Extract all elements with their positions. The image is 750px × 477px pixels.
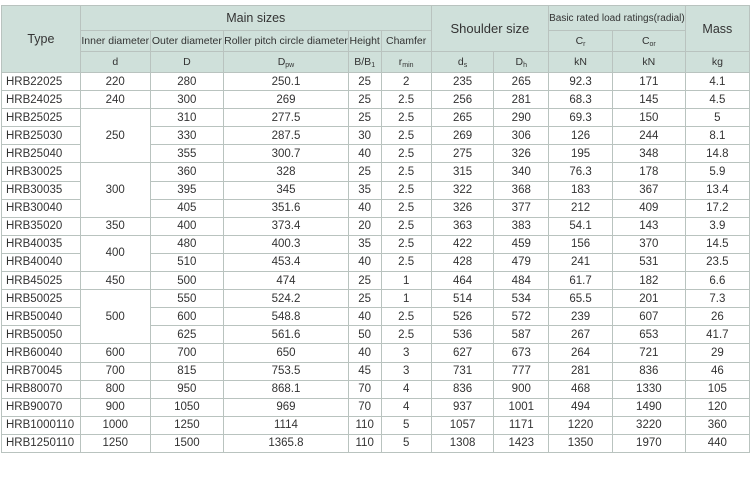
- cell-inner-diameter: 400: [80, 235, 150, 271]
- cell-cr: 264: [549, 344, 613, 362]
- cell-type: HRB25025: [2, 109, 81, 127]
- unit-D: D: [150, 52, 223, 73]
- cell-chamfer: 5: [381, 434, 431, 452]
- cell-outer-diameter: 400: [150, 217, 223, 235]
- cell-cor: 1330: [612, 380, 685, 398]
- cell-height: 70: [348, 380, 381, 398]
- table-header: [2, 6, 750, 73]
- cell-pitch-diameter: 277.5: [224, 109, 349, 127]
- cell-dh: 459: [494, 235, 549, 253]
- cell-chamfer: 2.5: [381, 217, 431, 235]
- cell-height: 40: [348, 344, 381, 362]
- cell-outer-diameter: 395: [150, 181, 223, 199]
- cell-chamfer: 5: [381, 416, 431, 434]
- cell-ds: 422: [431, 235, 494, 253]
- table-row: [2, 91, 750, 109]
- cell-dh: 900: [494, 380, 549, 398]
- cell-dh: 281: [494, 91, 549, 109]
- cell-ds: 326: [431, 199, 494, 217]
- cell-cr: 92.3: [549, 73, 613, 91]
- header-type: Type: [2, 6, 81, 73]
- table-row: [2, 290, 750, 308]
- cell-cr: 126: [549, 127, 613, 145]
- cell-ds: 937: [431, 398, 494, 416]
- cell-pitch-diameter: 868.1: [224, 380, 349, 398]
- header-outer-diameter: Outer diameter: [150, 31, 223, 52]
- cell-cor: 201: [612, 290, 685, 308]
- cell-pitch-diameter: 453.4: [224, 253, 349, 271]
- cell-cor: 531: [612, 253, 685, 271]
- cell-cr: 54.1: [549, 217, 613, 235]
- cell-chamfer: 2.5: [381, 326, 431, 344]
- cell-outer-diameter: 500: [150, 272, 223, 290]
- cell-inner-diameter: 800: [80, 380, 150, 398]
- cell-ds: 627: [431, 344, 494, 362]
- cell-type: HRB25030: [2, 127, 81, 145]
- cell-ds: 363: [431, 217, 494, 235]
- cell-dh: 326: [494, 145, 549, 163]
- cell-mass: 4.5: [685, 91, 749, 109]
- cell-height: 25: [348, 109, 381, 127]
- cell-dh: 479: [494, 253, 549, 271]
- cell-type: HRB60040: [2, 344, 81, 362]
- cell-outer-diameter: 510: [150, 253, 223, 271]
- cell-height: 25: [348, 91, 381, 109]
- cell-cor: 244: [612, 127, 685, 145]
- cell-pitch-diameter: 269: [224, 91, 349, 109]
- cell-cor: 370: [612, 235, 685, 253]
- cell-ds: 235: [431, 73, 494, 91]
- cell-type: HRB50025: [2, 290, 81, 308]
- unit-d: d: [80, 52, 150, 73]
- table-row: [2, 109, 750, 127]
- cell-pitch-diameter: 969: [224, 398, 349, 416]
- cell-type: HRB50050: [2, 326, 81, 344]
- cell-type: HRB70045: [2, 362, 81, 380]
- cell-cor: 836: [612, 362, 685, 380]
- cell-cor: 145: [612, 91, 685, 109]
- cell-outer-diameter: 600: [150, 308, 223, 326]
- cell-cr: 68.3: [549, 91, 613, 109]
- cell-ds: 269: [431, 127, 494, 145]
- cell-height: 25: [348, 290, 381, 308]
- cell-pitch-diameter: 650: [224, 344, 349, 362]
- cell-type: HRB50040: [2, 308, 81, 326]
- cell-cr: 239: [549, 308, 613, 326]
- cell-cr: 69.3: [549, 109, 613, 127]
- table-row: [2, 344, 750, 362]
- cell-cr: 1220: [549, 416, 613, 434]
- cell-chamfer: 2.5: [381, 199, 431, 217]
- cell-cor: 607: [612, 308, 685, 326]
- cell-ds: 731: [431, 362, 494, 380]
- cell-ds: 464: [431, 272, 494, 290]
- cell-height: 40: [348, 253, 381, 271]
- cell-height: 25: [348, 73, 381, 91]
- cell-dh: 290: [494, 109, 549, 127]
- cell-mass: 105: [685, 380, 749, 398]
- header-shoulder-size: Shoulder size: [431, 6, 548, 52]
- cell-height: 40: [348, 199, 381, 217]
- cell-cr: 195: [549, 145, 613, 163]
- cell-chamfer: 3: [381, 344, 431, 362]
- header-mass: Mass: [685, 6, 749, 52]
- unit-kn-cr: kN: [549, 52, 613, 73]
- cell-type: HRB90070: [2, 398, 81, 416]
- cell-inner-diameter: 240: [80, 91, 150, 109]
- unit-kn-cor: kN: [612, 52, 685, 73]
- cell-ds: 514: [431, 290, 494, 308]
- cell-dh: 383: [494, 217, 549, 235]
- cell-ds: 275: [431, 145, 494, 163]
- cell-ds: 526: [431, 308, 494, 326]
- cell-inner-diameter: 1000: [80, 416, 150, 434]
- cell-height: 30: [348, 127, 381, 145]
- cell-outer-diameter: 480: [150, 235, 223, 253]
- cell-dh: 340: [494, 163, 549, 181]
- cell-outer-diameter: 550: [150, 290, 223, 308]
- cell-inner-diameter: 300: [80, 163, 150, 217]
- cell-cor: 653: [612, 326, 685, 344]
- cell-height: 50: [348, 326, 381, 344]
- cell-outer-diameter: 355: [150, 145, 223, 163]
- cell-type: HRB1250110: [2, 434, 81, 452]
- cell-cor: 171: [612, 73, 685, 91]
- cell-outer-diameter: 1050: [150, 398, 223, 416]
- cell-dh: 484: [494, 272, 549, 290]
- cell-mass: 120: [685, 398, 749, 416]
- cell-pitch-diameter: 1365.8: [224, 434, 349, 452]
- cell-dh: 777: [494, 362, 549, 380]
- cell-ds: 322: [431, 181, 494, 199]
- cell-height: 70: [348, 398, 381, 416]
- cell-inner-diameter: 500: [80, 290, 150, 344]
- cell-height: 40: [348, 308, 381, 326]
- cell-type: HRB25040: [2, 145, 81, 163]
- cell-height: 40: [348, 145, 381, 163]
- cell-chamfer: 2.5: [381, 109, 431, 127]
- cell-cr: 65.5: [549, 290, 613, 308]
- cell-cor: 1970: [612, 434, 685, 452]
- cell-mass: 41.7: [685, 326, 749, 344]
- cell-cr: 281: [549, 362, 613, 380]
- unit-bb1: $B/B_1$: [348, 52, 381, 73]
- cell-chamfer: 1: [381, 290, 431, 308]
- cell-dh: 368: [494, 181, 549, 199]
- cell-outer-diameter: 280: [150, 73, 223, 91]
- cell-pitch-diameter: 287.5: [224, 127, 349, 145]
- cell-cr: 1350: [549, 434, 613, 452]
- cell-mass: 3.9: [685, 217, 749, 235]
- cell-type: HRB45025: [2, 272, 81, 290]
- cell-pitch-diameter: 328: [224, 163, 349, 181]
- table-row: [2, 272, 750, 290]
- cell-dh: 572: [494, 308, 549, 326]
- cell-mass: 14.5: [685, 235, 749, 253]
- cell-chamfer: 2.5: [381, 145, 431, 163]
- cell-chamfer: 2.5: [381, 91, 431, 109]
- cell-ds: 428: [431, 253, 494, 271]
- table-row: [2, 398, 750, 416]
- cell-chamfer: 1: [381, 272, 431, 290]
- cell-dh: 1171: [494, 416, 549, 434]
- cell-dh: 306: [494, 127, 549, 145]
- cell-height: 35: [348, 235, 381, 253]
- header-chamfer: Chamfer: [381, 31, 431, 52]
- cell-chamfer: 2.5: [381, 235, 431, 253]
- cell-ds: 256: [431, 91, 494, 109]
- cell-pitch-diameter: 561.6: [224, 326, 349, 344]
- cell-chamfer: 2.5: [381, 127, 431, 145]
- cell-pitch-diameter: 753.5: [224, 362, 349, 380]
- header-height: Height: [348, 31, 381, 52]
- cell-height: 110: [348, 416, 381, 434]
- cell-mass: 8.1: [685, 127, 749, 145]
- cell-mass: 4.1: [685, 73, 749, 91]
- unit-dpw: $D_{pw}$: [224, 52, 349, 73]
- cell-mass: 26: [685, 308, 749, 326]
- cell-cor: 367: [612, 181, 685, 199]
- cell-mass: 23.5: [685, 253, 749, 271]
- cell-cor: 721: [612, 344, 685, 362]
- cell-outer-diameter: 815: [150, 362, 223, 380]
- cell-type: HRB30035: [2, 181, 81, 199]
- cell-pitch-diameter: 300.7: [224, 145, 349, 163]
- table-row: [2, 380, 750, 398]
- cell-inner-diameter: 450: [80, 272, 150, 290]
- header-pitch-circle: Roller pitch circle diameter: [224, 31, 349, 52]
- cell-outer-diameter: 405: [150, 199, 223, 217]
- cell-inner-diameter: 350: [80, 217, 150, 235]
- table-row: [2, 73, 750, 91]
- cell-mass: 29: [685, 344, 749, 362]
- cell-cr: 61.7: [549, 272, 613, 290]
- cell-type: HRB24025: [2, 91, 81, 109]
- cell-dh: 673: [494, 344, 549, 362]
- bearing-spec-table: [1, 5, 750, 453]
- cell-ds: 536: [431, 326, 494, 344]
- cell-dh: 1423: [494, 434, 549, 452]
- cell-height: 45: [348, 362, 381, 380]
- cell-ds: 265: [431, 109, 494, 127]
- cell-cr: 156: [549, 235, 613, 253]
- unit-rmin: $r_{min}$: [381, 52, 431, 73]
- cell-cor: 182: [612, 272, 685, 290]
- cell-mass: 6.6: [685, 272, 749, 290]
- cell-dh: 1001: [494, 398, 549, 416]
- cell-cr: 468: [549, 380, 613, 398]
- header-cr: $C_r$: [549, 31, 613, 52]
- cell-type: HRB1000110: [2, 416, 81, 434]
- cell-mass: 46: [685, 362, 749, 380]
- cell-outer-diameter: 360: [150, 163, 223, 181]
- cell-cor: 178: [612, 163, 685, 181]
- cell-type: HRB80070: [2, 380, 81, 398]
- cell-cor: 348: [612, 145, 685, 163]
- cell-outer-diameter: 1250: [150, 416, 223, 434]
- table-body: [2, 73, 750, 453]
- unit-ds: $d_s$: [431, 52, 494, 73]
- cell-pitch-diameter: 524.2: [224, 290, 349, 308]
- cell-type: HRB22025: [2, 73, 81, 91]
- cell-dh: 534: [494, 290, 549, 308]
- table-row: [2, 235, 750, 253]
- cell-inner-diameter: 600: [80, 344, 150, 362]
- cell-inner-diameter: 1250: [80, 434, 150, 452]
- table-row: [2, 163, 750, 181]
- cell-chamfer: 2.5: [381, 308, 431, 326]
- cell-outer-diameter: 625: [150, 326, 223, 344]
- table-row: [2, 362, 750, 380]
- cell-type: HRB30040: [2, 199, 81, 217]
- cell-ds: 1308: [431, 434, 494, 452]
- cell-pitch-diameter: 548.8: [224, 308, 349, 326]
- table-row: [2, 434, 750, 452]
- cell-dh: 377: [494, 199, 549, 217]
- cell-pitch-diameter: 400.3: [224, 235, 349, 253]
- cell-inner-diameter: 900: [80, 398, 150, 416]
- cell-pitch-diameter: 373.4: [224, 217, 349, 235]
- cell-height: 20: [348, 217, 381, 235]
- cell-cor: 1490: [612, 398, 685, 416]
- cell-outer-diameter: 700: [150, 344, 223, 362]
- cell-mass: 13.4: [685, 181, 749, 199]
- header-load-ratings: Basic rated load ratings(radial): [549, 6, 686, 31]
- unit-kg: kg: [685, 52, 749, 73]
- cell-height: 35: [348, 181, 381, 199]
- cell-height: 25: [348, 272, 381, 290]
- cell-mass: 5: [685, 109, 749, 127]
- cell-pitch-diameter: 351.6: [224, 199, 349, 217]
- cell-pitch-diameter: 474: [224, 272, 349, 290]
- cell-outer-diameter: 310: [150, 109, 223, 127]
- cell-pitch-diameter: 345: [224, 181, 349, 199]
- header-inner-diameter: Inner diameter: [80, 31, 150, 52]
- cell-chamfer: 3: [381, 362, 431, 380]
- cell-inner-diameter: 220: [80, 73, 150, 91]
- cell-inner-diameter: 700: [80, 362, 150, 380]
- cell-cr: 212: [549, 199, 613, 217]
- cell-mass: 5.9: [685, 163, 749, 181]
- cell-cr: 267: [549, 326, 613, 344]
- cell-chamfer: 2.5: [381, 181, 431, 199]
- cell-dh: 587: [494, 326, 549, 344]
- cell-chamfer: 2.5: [381, 163, 431, 181]
- cell-cr: 183: [549, 181, 613, 199]
- cell-mass: 17.2: [685, 199, 749, 217]
- cell-cor: 150: [612, 109, 685, 127]
- cell-chamfer: 2: [381, 73, 431, 91]
- cell-outer-diameter: 330: [150, 127, 223, 145]
- header-cor: $C_{or}$: [612, 31, 685, 52]
- cell-type: HRB40035: [2, 235, 81, 253]
- cell-cor: 3220: [612, 416, 685, 434]
- cell-chamfer: 2.5: [381, 253, 431, 271]
- cell-cor: 143: [612, 217, 685, 235]
- cell-pitch-diameter: 1114: [224, 416, 349, 434]
- cell-mass: 14.8: [685, 145, 749, 163]
- unit-dh: $D_h$: [494, 52, 549, 73]
- cell-ds: 836: [431, 380, 494, 398]
- cell-cor: 409: [612, 199, 685, 217]
- cell-pitch-diameter: 250.1: [224, 73, 349, 91]
- cell-inner-diameter: 250: [80, 109, 150, 163]
- table-row: [2, 416, 750, 434]
- cell-ds: 315: [431, 163, 494, 181]
- cell-height: 110: [348, 434, 381, 452]
- cell-mass: 360: [685, 416, 749, 434]
- cell-type: HRB30025: [2, 163, 81, 181]
- cell-ds: 1057: [431, 416, 494, 434]
- cell-mass: 440: [685, 434, 749, 452]
- cell-cr: 76.3: [549, 163, 613, 181]
- cell-chamfer: 4: [381, 380, 431, 398]
- cell-dh: 265: [494, 73, 549, 91]
- cell-mass: 7.3: [685, 290, 749, 308]
- cell-chamfer: 4: [381, 398, 431, 416]
- table-row: [2, 217, 750, 235]
- cell-outer-diameter: 300: [150, 91, 223, 109]
- cell-type: HRB35020: [2, 217, 81, 235]
- cell-outer-diameter: 1500: [150, 434, 223, 452]
- cell-cr: 241: [549, 253, 613, 271]
- cell-height: 25: [348, 163, 381, 181]
- header-main-sizes: Main sizes: [80, 6, 431, 31]
- cell-outer-diameter: 950: [150, 380, 223, 398]
- cell-type: HRB40040: [2, 253, 81, 271]
- cell-cr: 494: [549, 398, 613, 416]
